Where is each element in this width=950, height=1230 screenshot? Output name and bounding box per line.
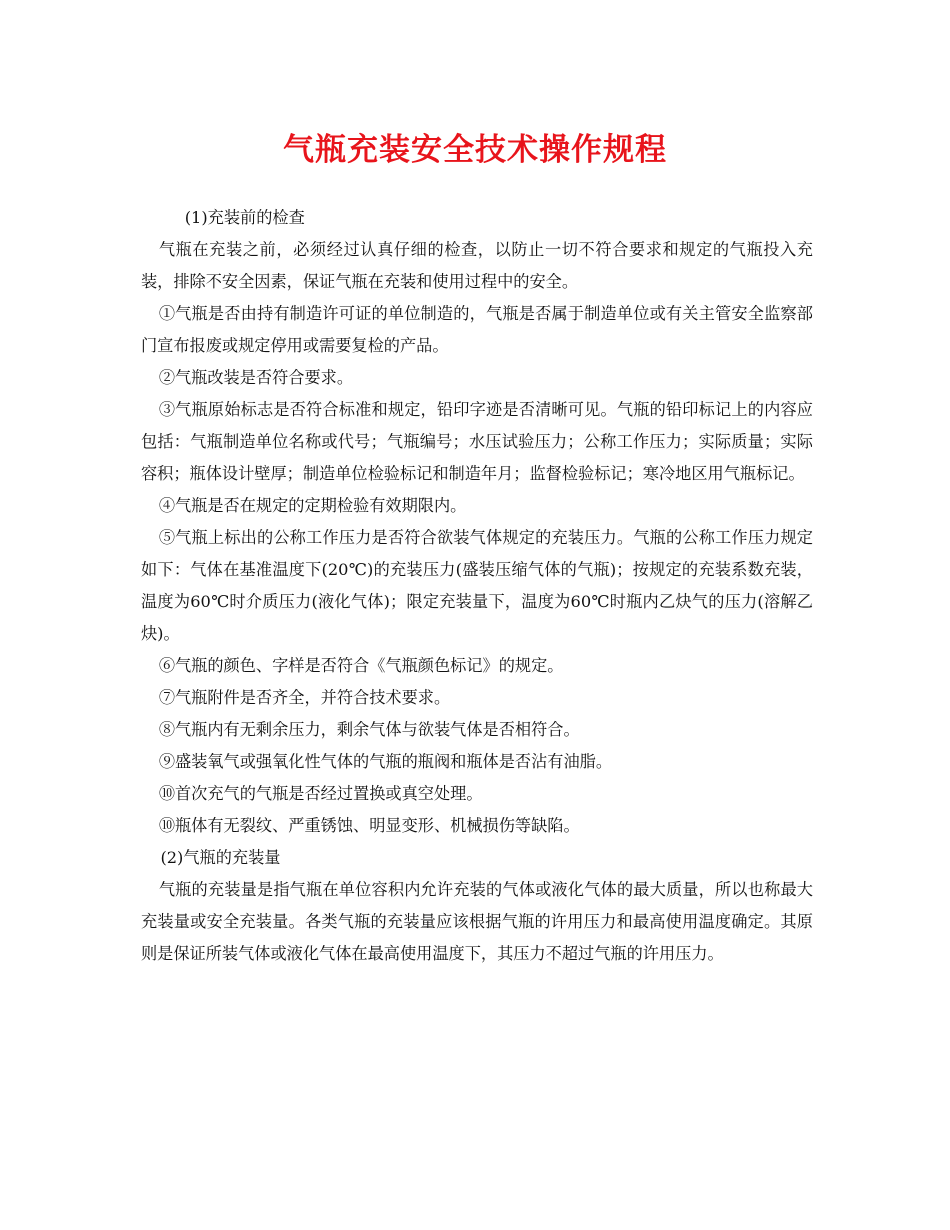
check-item-3: ③气瓶原始标志是否符合标准和规定，铅印字迹是否清晰可见。气瓶的铅印标记上的内容应包括：气瓶制造单位名称或代号；气瓶编号；水压试验压力；公称工作压力；实际质量；实际容积；瓶体设计壁厚；制造单位检验标记和制造年月；监督检验标记；寒冷地区用气瓶标记。	[141, 400, 813, 483]
document-title: 气瓶充装安全技术操作规程	[283, 132, 667, 168]
check-item-9: ⑨盛装氧气或强氧化性气体的气瓶的瓶阀和瓶体是否沾有油脂。	[158, 752, 613, 771]
check-item-11: ⑩瓶体有无裂纹、严重锈蚀、明显变形、机械损伤等缺陷。	[158, 816, 580, 835]
check-item-8: ⑧气瓶内有无剩余压力，剩余气体与欲装气体是否相符合。	[158, 720, 580, 739]
section-heading-2: (2)气瓶的充装量	[160, 848, 281, 867]
check-item-1: ①气瓶是否由持有制造许可证的单位制造的，气瓶是否属于制造单位或有关主管安全监察部门宣布报废或规定停用或需要复检的产品。	[141, 304, 813, 355]
section-heading-1: (1)充装前的检查	[184, 208, 305, 227]
paragraph-filling-amount: 气瓶的充装量是指气瓶在单位容积内允许充装的气体或液化气体的最大质量，所以也称最大充装量或安全充装量。各类气瓶的充装量应该根据气瓶的许用压力和最高使用温度确定。其原则是保证所装气体或液化气体在最高使用温度下，其压力不超过气瓶的许用压力。	[141, 880, 813, 963]
check-item-7: ⑦气瓶附件是否齐全，并符合技术要求。	[158, 688, 451, 707]
check-item-5: ⑤气瓶上标出的公称工作压力是否符合欲装气体规定的充装压力。气瓶的公称工作压力规定如下：气体在基准温度下(20℃)的充装压力(盛装压缩气体的气瓶)；按规定的充装系数充装，温度为60℃时介质压力(液化气体)；限定充装量下，温度为60℃时瓶内乙炔气的压力(溶解乙炔)。	[141, 528, 813, 643]
paragraph-intro: 气瓶在充装之前，必须经过认真仔细的检查，以防止一切不符合要求和规定的气瓶投入充装，排除不安全因素，保证气瓶在充装和使用过程中的安全。	[141, 240, 813, 291]
check-item-10: ⑩首次充气的气瓶是否经过置换或真空处理。	[158, 784, 483, 803]
check-item-4: ④气瓶是否在规定的定期检验有效期限内。	[158, 496, 467, 515]
check-item-6: ⑥气瓶的颜色、字样是否符合《气瓶颜色标记》的规定。	[158, 656, 564, 675]
document-body	[141, 202, 813, 970]
check-item-2: ②气瓶改装是否符合要求。	[158, 368, 354, 387]
